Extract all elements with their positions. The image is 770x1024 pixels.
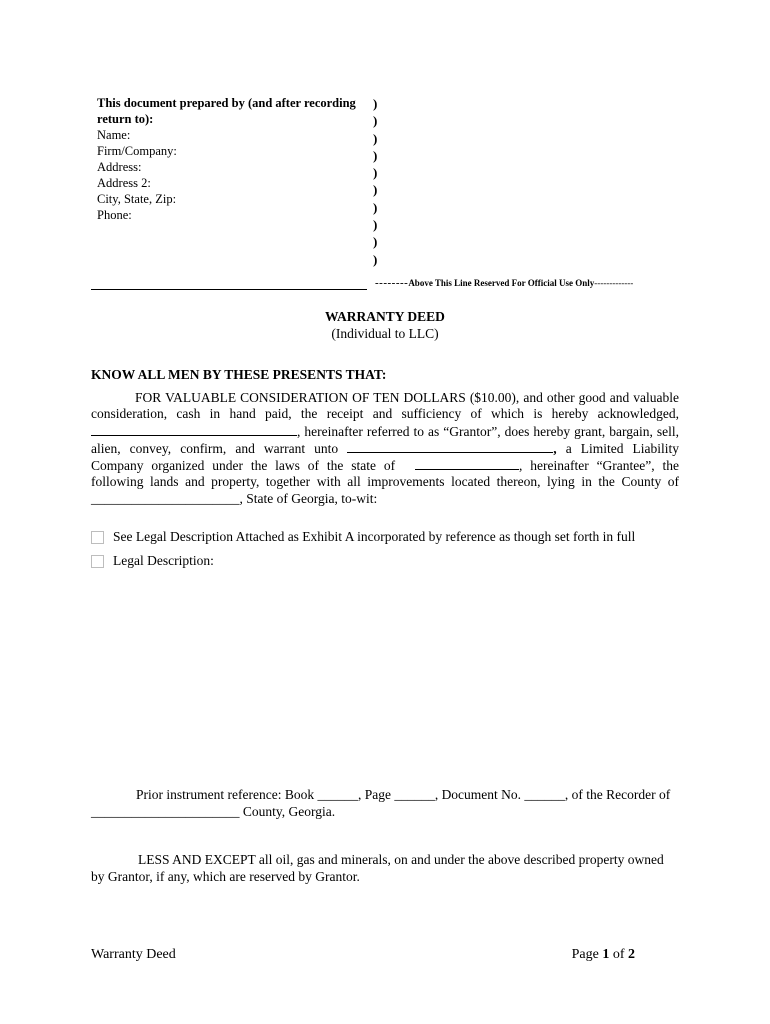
consideration-paragraph [91,390,679,507]
document-title: WARRANTY DEED [325,309,445,324]
reserved-notice [375,277,633,289]
paren: ) [373,199,378,215]
field-address-label: Address: [97,160,142,174]
exhibit-a-label: See Legal Description Attached as Exhibit A incorporated by reference as though set forth in full [113,529,636,544]
prior-instrument-reference [91,787,679,820]
grantee-name-blank[interactable] [347,440,553,453]
consideration-text-6: , State of Georgia, to-wit: [239,490,378,506]
reserved-dashes-tail: ------------- [594,278,634,288]
county-blank[interactable]: ______________________ [91,490,240,506]
paren: ) [373,234,378,250]
paren: ) [373,182,378,198]
paren: ) [373,165,378,181]
page-total: 2 [628,947,635,962]
legal-description-option[interactable] [91,553,214,569]
page-number [572,947,635,963]
know-all-men-heading: KNOW ALL MEN BY THESE PRESENTS THAT: [91,367,387,382]
paren: ) [373,251,378,267]
page-mid: of [609,947,628,962]
recording-divider-line [91,289,367,290]
page-prefix: Page [571,947,603,962]
field-phone-label: Phone: [97,208,132,222]
consideration-text-2: , hereinafter referred to as “Grantor”, does hereby grant, bargain, sell, alien, convey, confirm, and warrant unto [91,423,679,456]
prepared-by-heading: This document prepared by (and after recording return to): [97,96,356,126]
reserved-dashes-lead: -------- [375,277,409,289]
consideration-text-1: FOR VALUABLE CONSIDERATION OF TEN DOLLARS ($10.00), and other good and valuable consideration, cash in hand paid, the receipt and sufficiency of which is hereby acknowledged, [91,390,679,422]
paren: ) [373,217,378,233]
field-city-label: City, State, Zip: [97,192,177,206]
paren: ) [373,130,378,146]
grantee-state-blank[interactable] [415,457,519,470]
legal-description-checkbox[interactable] [91,555,104,568]
paren: ) [373,96,378,111]
consideration-text-4: a Limited Liability Company organized under the laws of the state of [91,440,680,474]
reserved-text: Above This Line Reserved For Official Use Only [408,278,595,288]
document-subtitle: (Individual to LLC) [331,326,439,341]
field-name-label: Name: [97,128,131,142]
less-line-2: by Grantor, if any, which are reserved by Grantor. [91,868,360,884]
less-and-except-paragraph [91,852,679,885]
exhibit-a-checkbox[interactable] [91,531,104,544]
less-line-1: LESS AND EXCEPT all oil, gas and minerals, on and under the above described property owned [138,852,664,867]
preparer-block [97,95,367,223]
paren-column [373,95,385,268]
paren: ) [373,147,378,163]
legal-description-label: Legal Description: [113,553,214,568]
prior-line-2: ______________________ County, Georgia. [91,803,336,819]
consideration-comma: , [553,440,557,456]
footer-document-name: Warranty Deed [91,947,176,962]
consideration-text-5: , hereinafter “Grantee”, the following lands and property, together with all improvements located thereon, lying in the County of [91,458,680,490]
field-address2-label: Address 2: [97,176,151,190]
prior-line-1: Prior instrument reference: Book ______, Page ______, Document No. ______, of the Recorder of [136,787,671,802]
paren: ) [373,113,378,129]
exhibit-a-option[interactable] [91,529,635,545]
field-firm-label: Firm/Company: [97,144,177,158]
grantor-name-blank[interactable] [91,423,297,436]
page-current: 1 [602,947,610,962]
